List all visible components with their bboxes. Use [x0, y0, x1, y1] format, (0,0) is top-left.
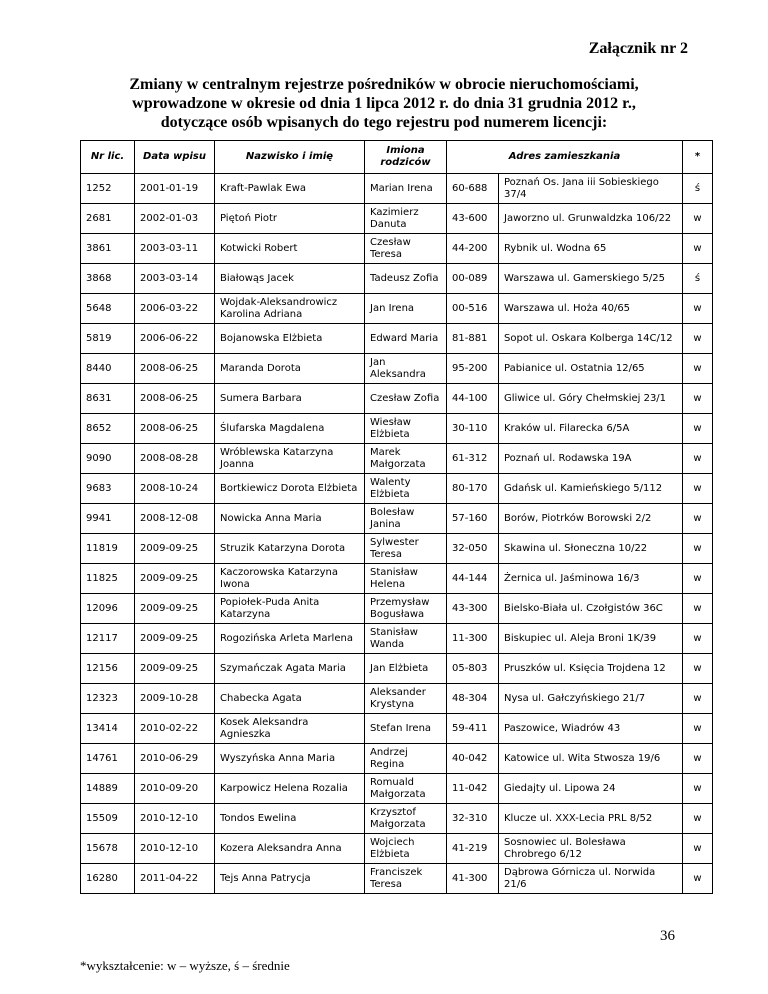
cell-full-name: Wróblewska Katarzyna Joanna — [215, 444, 365, 474]
cell-postal-code: 57-160 — [447, 504, 499, 534]
table-row — [81, 684, 713, 714]
cell-address: Skawina ul. Słoneczna 10/22 — [499, 534, 683, 564]
footnote: *wykształcenie: w – wyższe, ś – średnie — [80, 958, 290, 973]
header-license-number: Nr lic. — [81, 141, 135, 174]
cell-address: Bielsko-Biała ul. Czołgistów 36C — [499, 594, 683, 624]
cell-entry-date: 2011-04-22 — [135, 864, 215, 894]
title-line-2: wprowadzone w okresie od dnia 1 lipca 2012 r. do dnia 31 grudnia 2012 r., — [132, 95, 636, 112]
cell-full-name: Szymańczak Agata Maria — [215, 654, 365, 684]
cell-full-name: Ślufarska Magdalena — [215, 414, 365, 444]
table-row — [81, 834, 713, 864]
cell-full-name: Chabecka Agata — [215, 684, 365, 714]
cell-full-name: Tejs Anna Patrycja — [215, 864, 365, 894]
title-line-1: Zmiany w centralnym rejestrze pośredników w obrocie nieruchomościami, — [129, 76, 639, 93]
cell-entry-date: 2009-09-25 — [135, 654, 215, 684]
cell-postal-code: 00-516 — [447, 294, 499, 324]
table-row — [81, 744, 713, 774]
table-header-row — [81, 141, 713, 174]
cell-address: Borów, Piotrków Borowski 2/2 — [499, 504, 683, 534]
cell-education: w — [683, 654, 713, 684]
cell-address: Biskupiec ul. Aleja Broni 1K/39 — [499, 624, 683, 654]
cell-license-number: 12096 — [81, 594, 135, 624]
cell-full-name: Karpowicz Helena Rozalia — [215, 774, 365, 804]
cell-address: Warszawa ul. Hoża 40/65 — [499, 294, 683, 324]
table-row — [81, 804, 713, 834]
page-number: 36 — [660, 928, 675, 944]
table-row — [81, 324, 713, 354]
cell-postal-code: 11-042 — [447, 774, 499, 804]
document-title — [110, 75, 658, 132]
cell-license-number: 13414 — [81, 714, 135, 744]
cell-license-number: 9090 — [81, 444, 135, 474]
table-row — [81, 534, 713, 564]
cell-education: w — [683, 444, 713, 474]
cell-education: ś — [683, 264, 713, 294]
cell-parents-names: Walenty Elżbieta — [365, 474, 447, 504]
cell-education: w — [683, 864, 713, 894]
cell-entry-date: 2010-06-29 — [135, 744, 215, 774]
cell-address: Żernica ul. Jaśminowa 16/3 — [499, 564, 683, 594]
cell-entry-date: 2010-12-10 — [135, 804, 215, 834]
cell-license-number: 3861 — [81, 234, 135, 264]
cell-entry-date: 2009-09-25 — [135, 534, 215, 564]
cell-parents-names: Jan Irena — [365, 294, 447, 324]
cell-entry-date: 2008-08-28 — [135, 444, 215, 474]
cell-postal-code: 32-310 — [447, 804, 499, 834]
table-row — [81, 294, 713, 324]
cell-postal-code: 81-881 — [447, 324, 499, 354]
cell-postal-code: 44-100 — [447, 384, 499, 414]
cell-entry-date: 2001-01-19 — [135, 174, 215, 204]
table-row — [81, 234, 713, 264]
table-row — [81, 624, 713, 654]
cell-address: Klucze ul. XXX-Lecia PRL 8/52 — [499, 804, 683, 834]
table-row — [81, 264, 713, 294]
cell-education: w — [683, 744, 713, 774]
cell-address: Pabianice ul. Ostatnia 12/65 — [499, 354, 683, 384]
header-address: Adres zamieszkania — [447, 141, 683, 174]
header-entry-date: Data wpisu — [135, 141, 215, 174]
cell-parents-names: Franciszek Teresa — [365, 864, 447, 894]
cell-postal-code: 11-300 — [447, 624, 499, 654]
cell-education: w — [683, 774, 713, 804]
cell-entry-date: 2010-02-22 — [135, 714, 215, 744]
cell-address: Sopot ul. Oskara Kolberga 14C/12 — [499, 324, 683, 354]
cell-full-name: Wojdak-Aleksandrowicz Karolina Adriana — [215, 294, 365, 324]
cell-address: Jaworzno ul. Grunwaldzka 106/22 — [499, 204, 683, 234]
cell-license-number: 11819 — [81, 534, 135, 564]
header-education: * — [683, 141, 713, 174]
cell-parents-names: Stanisław Helena — [365, 564, 447, 594]
table-row — [81, 354, 713, 384]
cell-education: w — [683, 474, 713, 504]
cell-address: Nysa ul. Gałczyńskiego 21/7 — [499, 684, 683, 714]
cell-entry-date: 2009-09-25 — [135, 594, 215, 624]
cell-address: Katowice ul. Wita Stwosza 19/6 — [499, 744, 683, 774]
cell-full-name: Kraft-Pawlak Ewa — [215, 174, 365, 204]
annex-label: Załącznik nr 2 — [588, 40, 688, 57]
cell-parents-names: Krzysztof Małgorzata — [365, 804, 447, 834]
cell-license-number: 8652 — [81, 414, 135, 444]
cell-postal-code: 30-110 — [447, 414, 499, 444]
cell-parents-names: Edward Maria — [365, 324, 447, 354]
cell-entry-date: 2010-12-10 — [135, 834, 215, 864]
cell-education: w — [683, 534, 713, 564]
cell-education: w — [683, 564, 713, 594]
cell-full-name: Kaczorowska Katarzyna Iwona — [215, 564, 365, 594]
cell-postal-code: 00-089 — [447, 264, 499, 294]
cell-parents-names: Wojciech Elżbieta — [365, 834, 447, 864]
cell-address: Warszawa ul. Gamerskiego 5/25 — [499, 264, 683, 294]
cell-parents-names: Romuald Małgorzata — [365, 774, 447, 804]
cell-license-number: 14761 — [81, 744, 135, 774]
cell-license-number: 12156 — [81, 654, 135, 684]
cell-parents-names: Kazimierz Danuta — [365, 204, 447, 234]
cell-parents-names: Stefan Irena — [365, 714, 447, 744]
cell-full-name: Nowicka Anna Maria — [215, 504, 365, 534]
cell-postal-code: 59-411 — [447, 714, 499, 744]
cell-license-number: 1252 — [81, 174, 135, 204]
cell-parents-names: Marek Małgorzata — [365, 444, 447, 474]
cell-parents-names: Tadeusz Zofia — [365, 264, 447, 294]
cell-full-name: Bortkiewicz Dorota Elżbieta — [215, 474, 365, 504]
table-row — [81, 414, 713, 444]
cell-parents-names: Stanisław Wanda — [365, 624, 447, 654]
cell-parents-names: Przemysław Bogusława — [365, 594, 447, 624]
cell-entry-date: 2010-09-20 — [135, 774, 215, 804]
cell-full-name: Białowąs Jacek — [215, 264, 365, 294]
cell-license-number: 8631 — [81, 384, 135, 414]
cell-education: ś — [683, 174, 713, 204]
cell-license-number: 2681 — [81, 204, 135, 234]
cell-education: w — [683, 834, 713, 864]
cell-address: Rybnik ul. Wodna 65 — [499, 234, 683, 264]
cell-license-number: 16280 — [81, 864, 135, 894]
cell-education: w — [683, 204, 713, 234]
cell-postal-code: 41-300 — [447, 864, 499, 894]
cell-full-name: Piętoń Piotr — [215, 204, 365, 234]
cell-entry-date: 2009-09-25 — [135, 624, 215, 654]
table-row — [81, 384, 713, 414]
cell-parents-names: Aleksander Krystyna — [365, 684, 447, 714]
cell-full-name: Bojanowska Elżbieta — [215, 324, 365, 354]
table-row — [81, 204, 713, 234]
cell-education: w — [683, 594, 713, 624]
cell-postal-code: 05-803 — [447, 654, 499, 684]
cell-entry-date: 2008-12-08 — [135, 504, 215, 534]
cell-license-number: 9941 — [81, 504, 135, 534]
cell-full-name: Sumera Barbara — [215, 384, 365, 414]
cell-address: Gdańsk ul. Kamieńskiego 5/112 — [499, 474, 683, 504]
cell-license-number: 15509 — [81, 804, 135, 834]
cell-address: Pruszków ul. Księcia Trojdena 12 — [499, 654, 683, 684]
cell-full-name: Kosek Aleksandra Agnieszka — [215, 714, 365, 744]
cell-entry-date: 2006-06-22 — [135, 324, 215, 354]
cell-address: Poznań ul. Rodawska 19A — [499, 444, 683, 474]
cell-postal-code: 44-144 — [447, 564, 499, 594]
license-register-table — [80, 140, 713, 894]
cell-education: w — [683, 324, 713, 354]
cell-license-number: 11825 — [81, 564, 135, 594]
cell-postal-code: 41-219 — [447, 834, 499, 864]
cell-license-number: 15678 — [81, 834, 135, 864]
cell-full-name: Maranda Dorota — [215, 354, 365, 384]
cell-postal-code: 43-300 — [447, 594, 499, 624]
cell-full-name: Popiołek-Puda Anita Katarzyna — [215, 594, 365, 624]
cell-postal-code: 95-200 — [447, 354, 499, 384]
cell-full-name: Kozera Aleksandra Anna — [215, 834, 365, 864]
cell-parents-names: Jan Aleksandra — [365, 354, 447, 384]
cell-parents-names: Czesław Teresa — [365, 234, 447, 264]
cell-education: w — [683, 384, 713, 414]
cell-entry-date: 2008-06-25 — [135, 414, 215, 444]
cell-postal-code: 32-050 — [447, 534, 499, 564]
table-row — [81, 654, 713, 684]
cell-address: Kraków ul. Filarecka 6/5A — [499, 414, 683, 444]
cell-postal-code: 44-200 — [447, 234, 499, 264]
cell-education: w — [683, 414, 713, 444]
cell-license-number: 5819 — [81, 324, 135, 354]
cell-entry-date: 2003-03-11 — [135, 234, 215, 264]
cell-education: w — [683, 624, 713, 654]
cell-postal-code: 80-170 — [447, 474, 499, 504]
table-row — [81, 444, 713, 474]
cell-postal-code: 48-304 — [447, 684, 499, 714]
cell-full-name: Struzik Katarzyna Dorota — [215, 534, 365, 564]
cell-address: Dąbrowa Górnicza ul. Norwida 21/6 — [499, 864, 683, 894]
cell-education: w — [683, 714, 713, 744]
title-line-3: dotyczące osób wpisanych do tego rejestru pod numerem licencji: — [160, 114, 608, 131]
cell-education: w — [683, 504, 713, 534]
cell-full-name: Kotwicki Robert — [215, 234, 365, 264]
cell-entry-date: 2009-09-25 — [135, 564, 215, 594]
cell-full-name: Tondos Ewelina — [215, 804, 365, 834]
table-row — [81, 594, 713, 624]
cell-entry-date: 2003-03-14 — [135, 264, 215, 294]
cell-full-name: Rogozińska Arleta Marlena — [215, 624, 365, 654]
cell-parents-names: Wiesław Elżbieta — [365, 414, 447, 444]
table-row — [81, 564, 713, 594]
header-parents-names: Imiona rodziców — [365, 141, 447, 174]
cell-postal-code: 60-688 — [447, 174, 499, 204]
cell-license-number: 12117 — [81, 624, 135, 654]
cell-postal-code: 40-042 — [447, 744, 499, 774]
cell-license-number: 14889 — [81, 774, 135, 804]
cell-parents-names: Bolesław Janina — [365, 504, 447, 534]
cell-education: w — [683, 294, 713, 324]
header-full-name: Nazwisko i imię — [215, 141, 365, 174]
table-row — [81, 714, 713, 744]
table-row — [81, 504, 713, 534]
cell-license-number: 9683 — [81, 474, 135, 504]
cell-license-number: 3868 — [81, 264, 135, 294]
cell-address: Poznań Os. Jana iii Sobieskiego 37/4 — [499, 174, 683, 204]
cell-license-number: 5648 — [81, 294, 135, 324]
cell-education: w — [683, 234, 713, 264]
cell-entry-date: 2006-03-22 — [135, 294, 215, 324]
cell-full-name: Wyszyńska Anna Maria — [215, 744, 365, 774]
cell-postal-code: 43-600 — [447, 204, 499, 234]
cell-education: w — [683, 684, 713, 714]
cell-entry-date: 2002-01-03 — [135, 204, 215, 234]
cell-education: w — [683, 804, 713, 834]
cell-address: Giedajty ul. Lipowa 24 — [499, 774, 683, 804]
cell-parents-names: Marian Irena — [365, 174, 447, 204]
cell-education: w — [683, 354, 713, 384]
cell-address: Gliwice ul. Góry Chełmskiej 23/1 — [499, 384, 683, 414]
cell-parents-names: Czesław Zofia — [365, 384, 447, 414]
cell-parents-names: Jan Elżbieta — [365, 654, 447, 684]
cell-license-number: 8440 — [81, 354, 135, 384]
cell-parents-names: Sylwester Teresa — [365, 534, 447, 564]
cell-entry-date: 2008-06-25 — [135, 384, 215, 414]
table-row — [81, 174, 713, 204]
cell-license-number: 12323 — [81, 684, 135, 714]
cell-entry-date: 2008-10-24 — [135, 474, 215, 504]
cell-address: Sosnowiec ul. Bolesława Chrobrego 6/12 — [499, 834, 683, 864]
table-row — [81, 474, 713, 504]
table-row — [81, 774, 713, 804]
cell-address: Paszowice, Wiadrów 43 — [499, 714, 683, 744]
table-row — [81, 864, 713, 894]
cell-entry-date: 2008-06-25 — [135, 354, 215, 384]
cell-parents-names: Andrzej Regina — [365, 744, 447, 774]
cell-entry-date: 2009-10-28 — [135, 684, 215, 714]
cell-postal-code: 61-312 — [447, 444, 499, 474]
